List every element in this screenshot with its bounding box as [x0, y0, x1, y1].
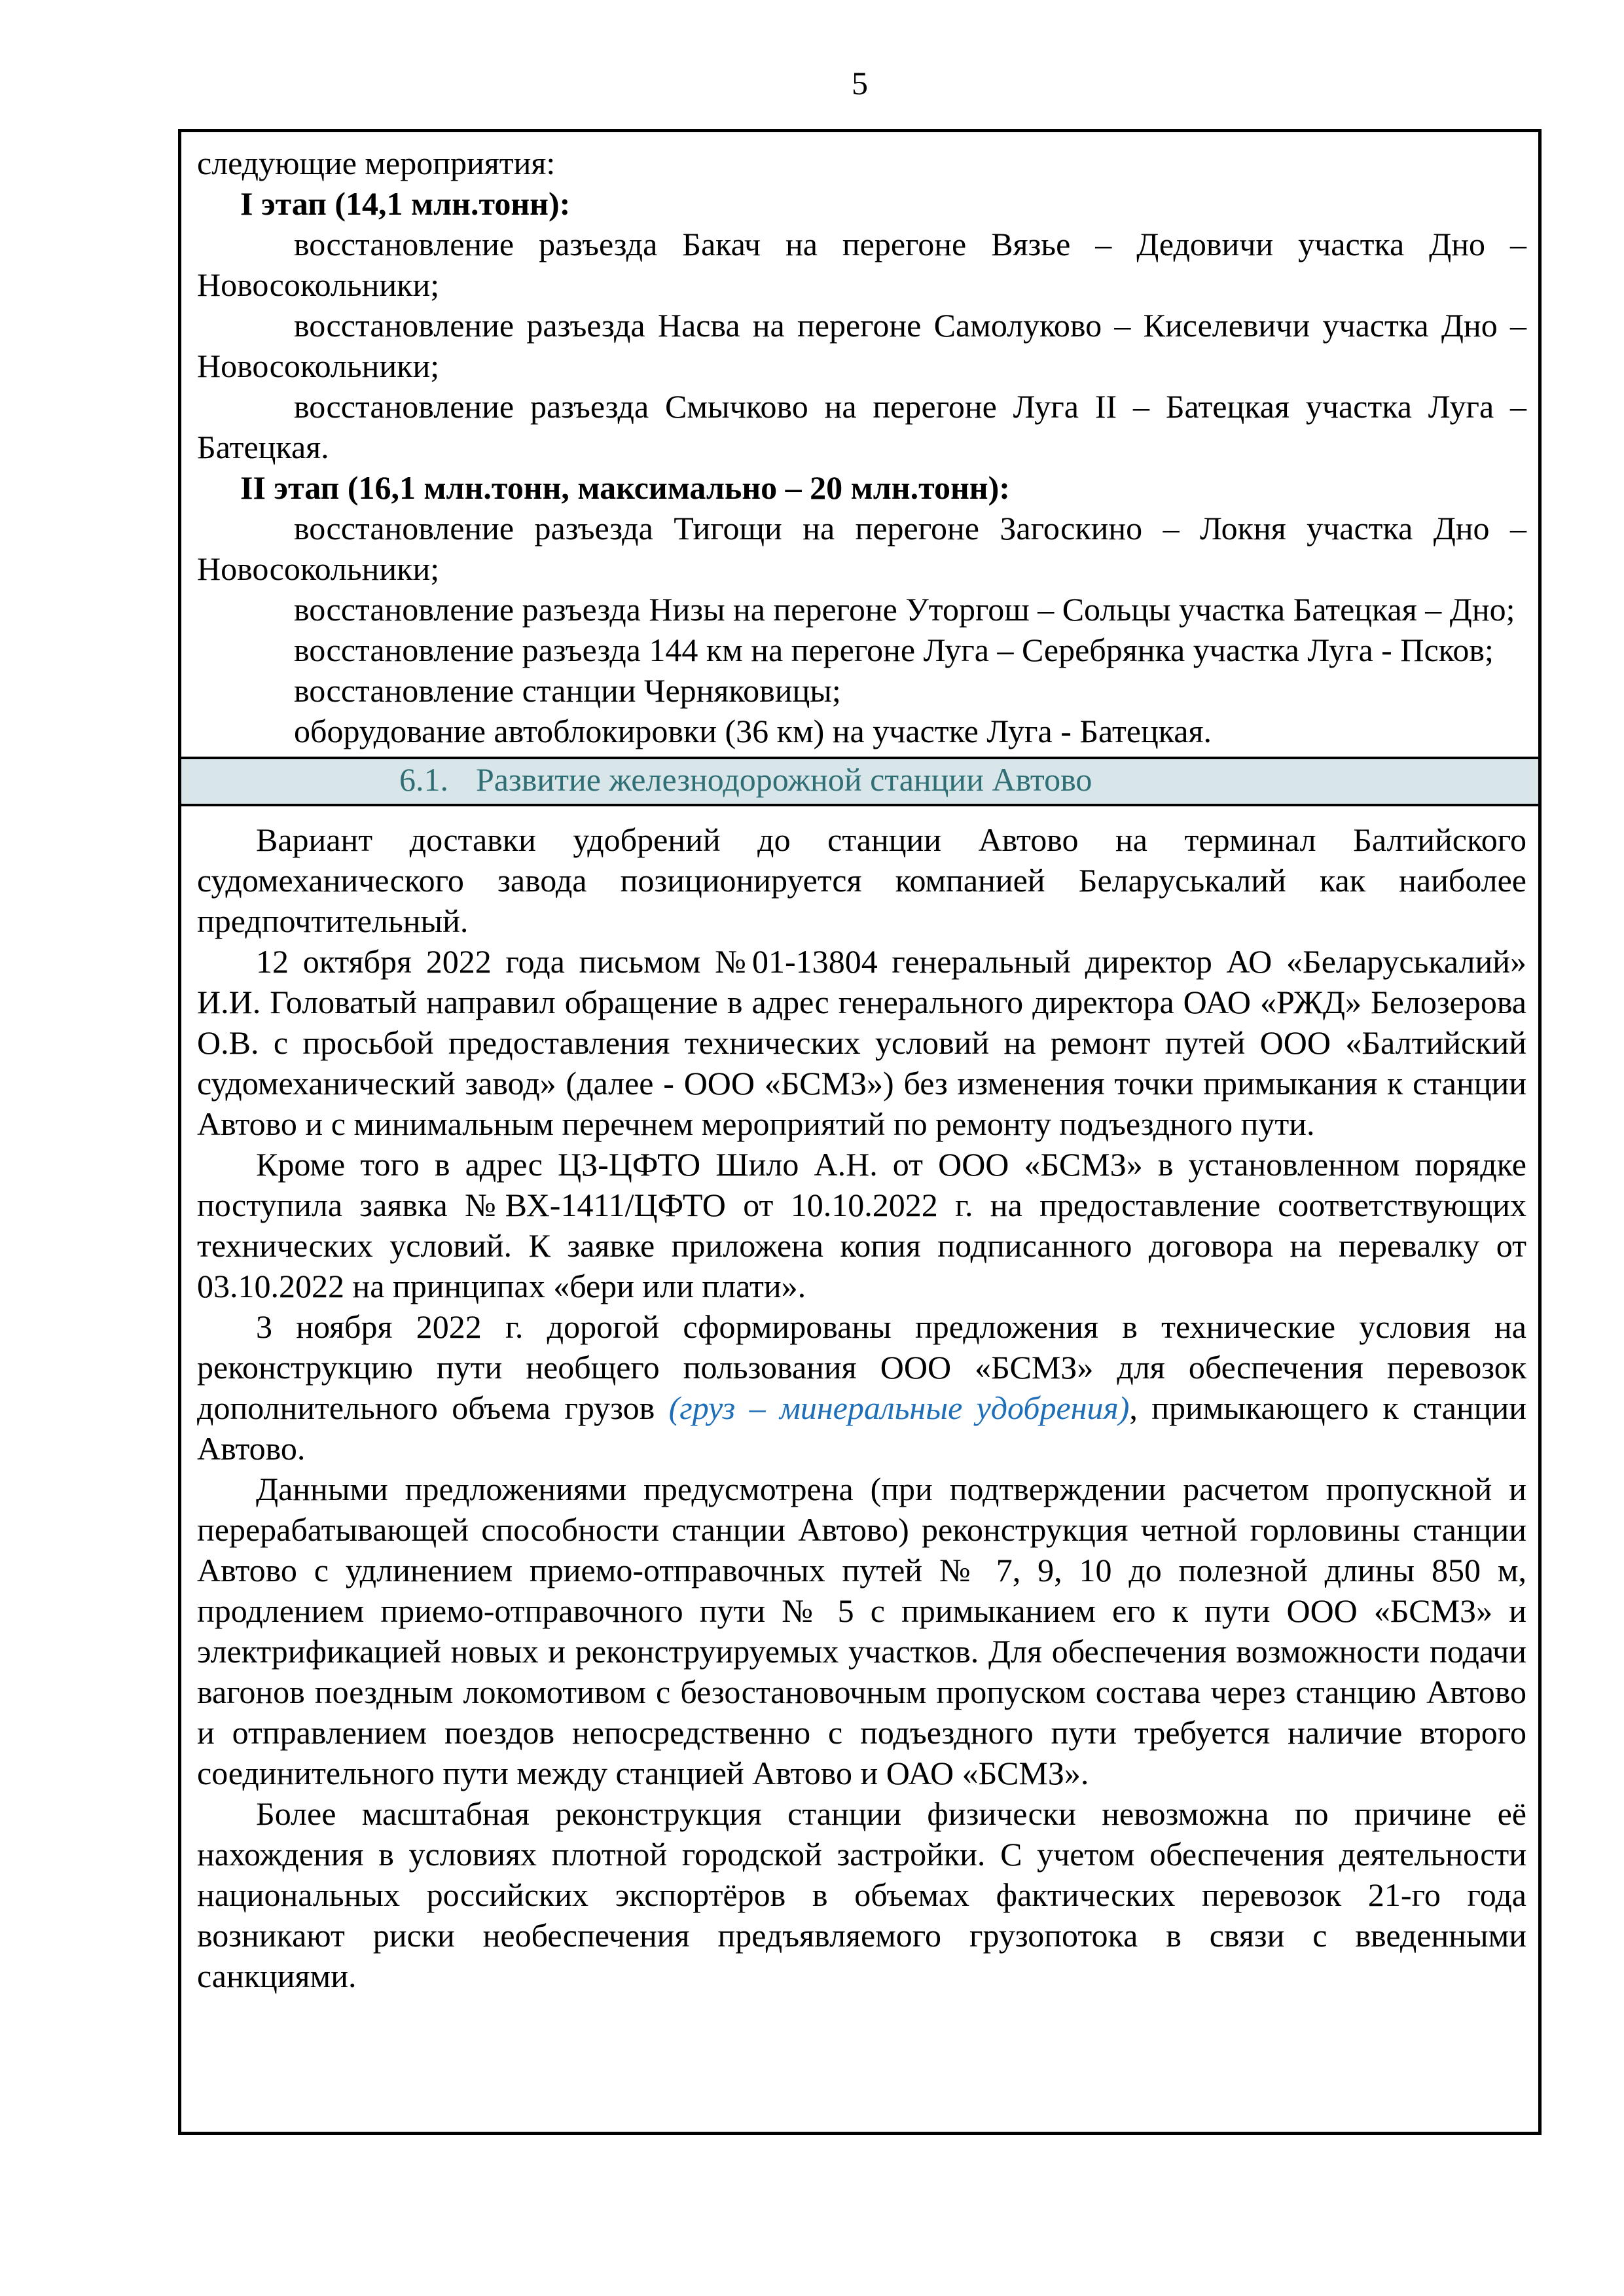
paragraph: Данными предложениями предусмотрена (при подтверждении расчетом пропускной и перерабатывающей способности станции Автово) реконструкция четной горловины станции Автово с удлинением приемо-отправочных путей № 7, 9, 10 до полезной длины 850 м, продлением приемо-отправочного пути № 5 с примыканием его к пути ООО «БСМЗ» и электрификацией новых и реконструируемых участков. Для обеспечения возможности подачи вагонов поездным локомотивом с безостановочным пропуском состава через станцию Автово и отправлением поездов непосредственно с подъездного пути требуется наличие второго соединительного пути между станцией Автово и ОАО «БСМЗ». [197, 1471, 1526, 1791]
stage2-list-item: восстановление разъезда Тигощи на перегоне Загоскино – Локня участка Дно – Новосокольники; [197, 510, 1526, 587]
section-avtovo [181, 806, 1538, 2013]
section-heading-title: Развитие железнодорожной станции Автово [476, 761, 1092, 798]
paragraph-continuation: следующие мероприятия: [197, 145, 556, 181]
paragraph: 12 октября 2022 года письмом №01-13804 генеральный директор АО «Беларуськалий» И.И. Головатый направил обращение в адрес генерального директора ОАО «РЖД» Белозерова О.В. с просьбой предоставления технических условий на ремонт путей ООО «Балтийский судомеханический завод» (далее - ООО «БСМЗ») без изменения точки примыкания к станции Автово и с минимальным перечнем мероприятий по ремонту подъездного пути. [197, 943, 1526, 1142]
stage2-list-item: восстановление разъезда 144 км на перегоне Луга – Серебрянка участка Луга - Псков; [294, 632, 1494, 668]
section-heading-row [181, 757, 1538, 806]
stage2-title: II этап (16,1 млн.тонн, максимально – 20 млн.тонн): [240, 469, 1010, 506]
paragraph-text: , примыкающего к станции Автово. [197, 1390, 1526, 1467]
section-heading-number: 6.1. [399, 761, 448, 798]
stage2-list-item: оборудование автоблокировки (36 км) на участке Луга - Батецкая. [294, 713, 1212, 749]
paragraph-text: 3 ноября 2022 г. дорогой сформированы предложения в технические условия на реконструкцию пути необщего пользования ООО «БСМЗ» для обеспечения перевозок дополнительного объема грузов [197, 1308, 1526, 1426]
stage1-list-item: восстановление разъезда Насва на перегоне Самолуково – Киселевичи участка Дно – Новосокольники; [197, 307, 1526, 384]
paragraph: Вариант доставки удобрений до станции Автово на терминал Балтийского судомеханического завода позиционируется компанией Беларуськалий как наиболее предпочтительный. [197, 821, 1526, 939]
cargo-note-highlight: (груз – минеральные удобрения) [668, 1390, 1130, 1426]
page-number: 5 [852, 65, 868, 101]
section-measures [181, 132, 1538, 757]
stage1-list-item: восстановление разъезда Смычково на перегоне Луга II – Батецкая участка Луга – Батецкая. [197, 388, 1526, 465]
stage2-list-item: восстановление станции Черняковицы; [294, 672, 841, 709]
stage1-title: I этап (14,1 млн.тонн): [240, 185, 571, 222]
content-box [178, 129, 1542, 2135]
stage2-list-item: восстановление разъезда Низы на перегоне Уторгош – Сольцы участка Батецкая – Дно; [294, 591, 1515, 628]
paragraph-with-note [197, 1306, 1526, 1469]
paragraph: Более масштабная реконструкция станции физически невозможна по причине её нахождения в условиях плотной городской застройки. С учетом обеспечения деятельности национальных российских экспортёров в объемах фактических перевозок 21-го года возникают риски необеспечения предъявляемого грузопотока в связи с введенными санкциями. [197, 1795, 1526, 1994]
paragraph: Кроме того в адрес ЦЗ-ЦФТО Шило А.Н. от ООО «БСМЗ» в установленном порядке поступила заявка №ВХ-1411/ЦФТО от 10.10.2022 г. на предоставление соответствующих технических условий. К заявке приложена копия подписанного договора на перевалку от 03.10.2022 на принципах «бери или плати». [197, 1146, 1526, 1304]
stage1-list-item: восстановление разъезда Бакач на перегоне Вязье – Дедовичи участка Дно – Новосокольники; [197, 226, 1526, 303]
